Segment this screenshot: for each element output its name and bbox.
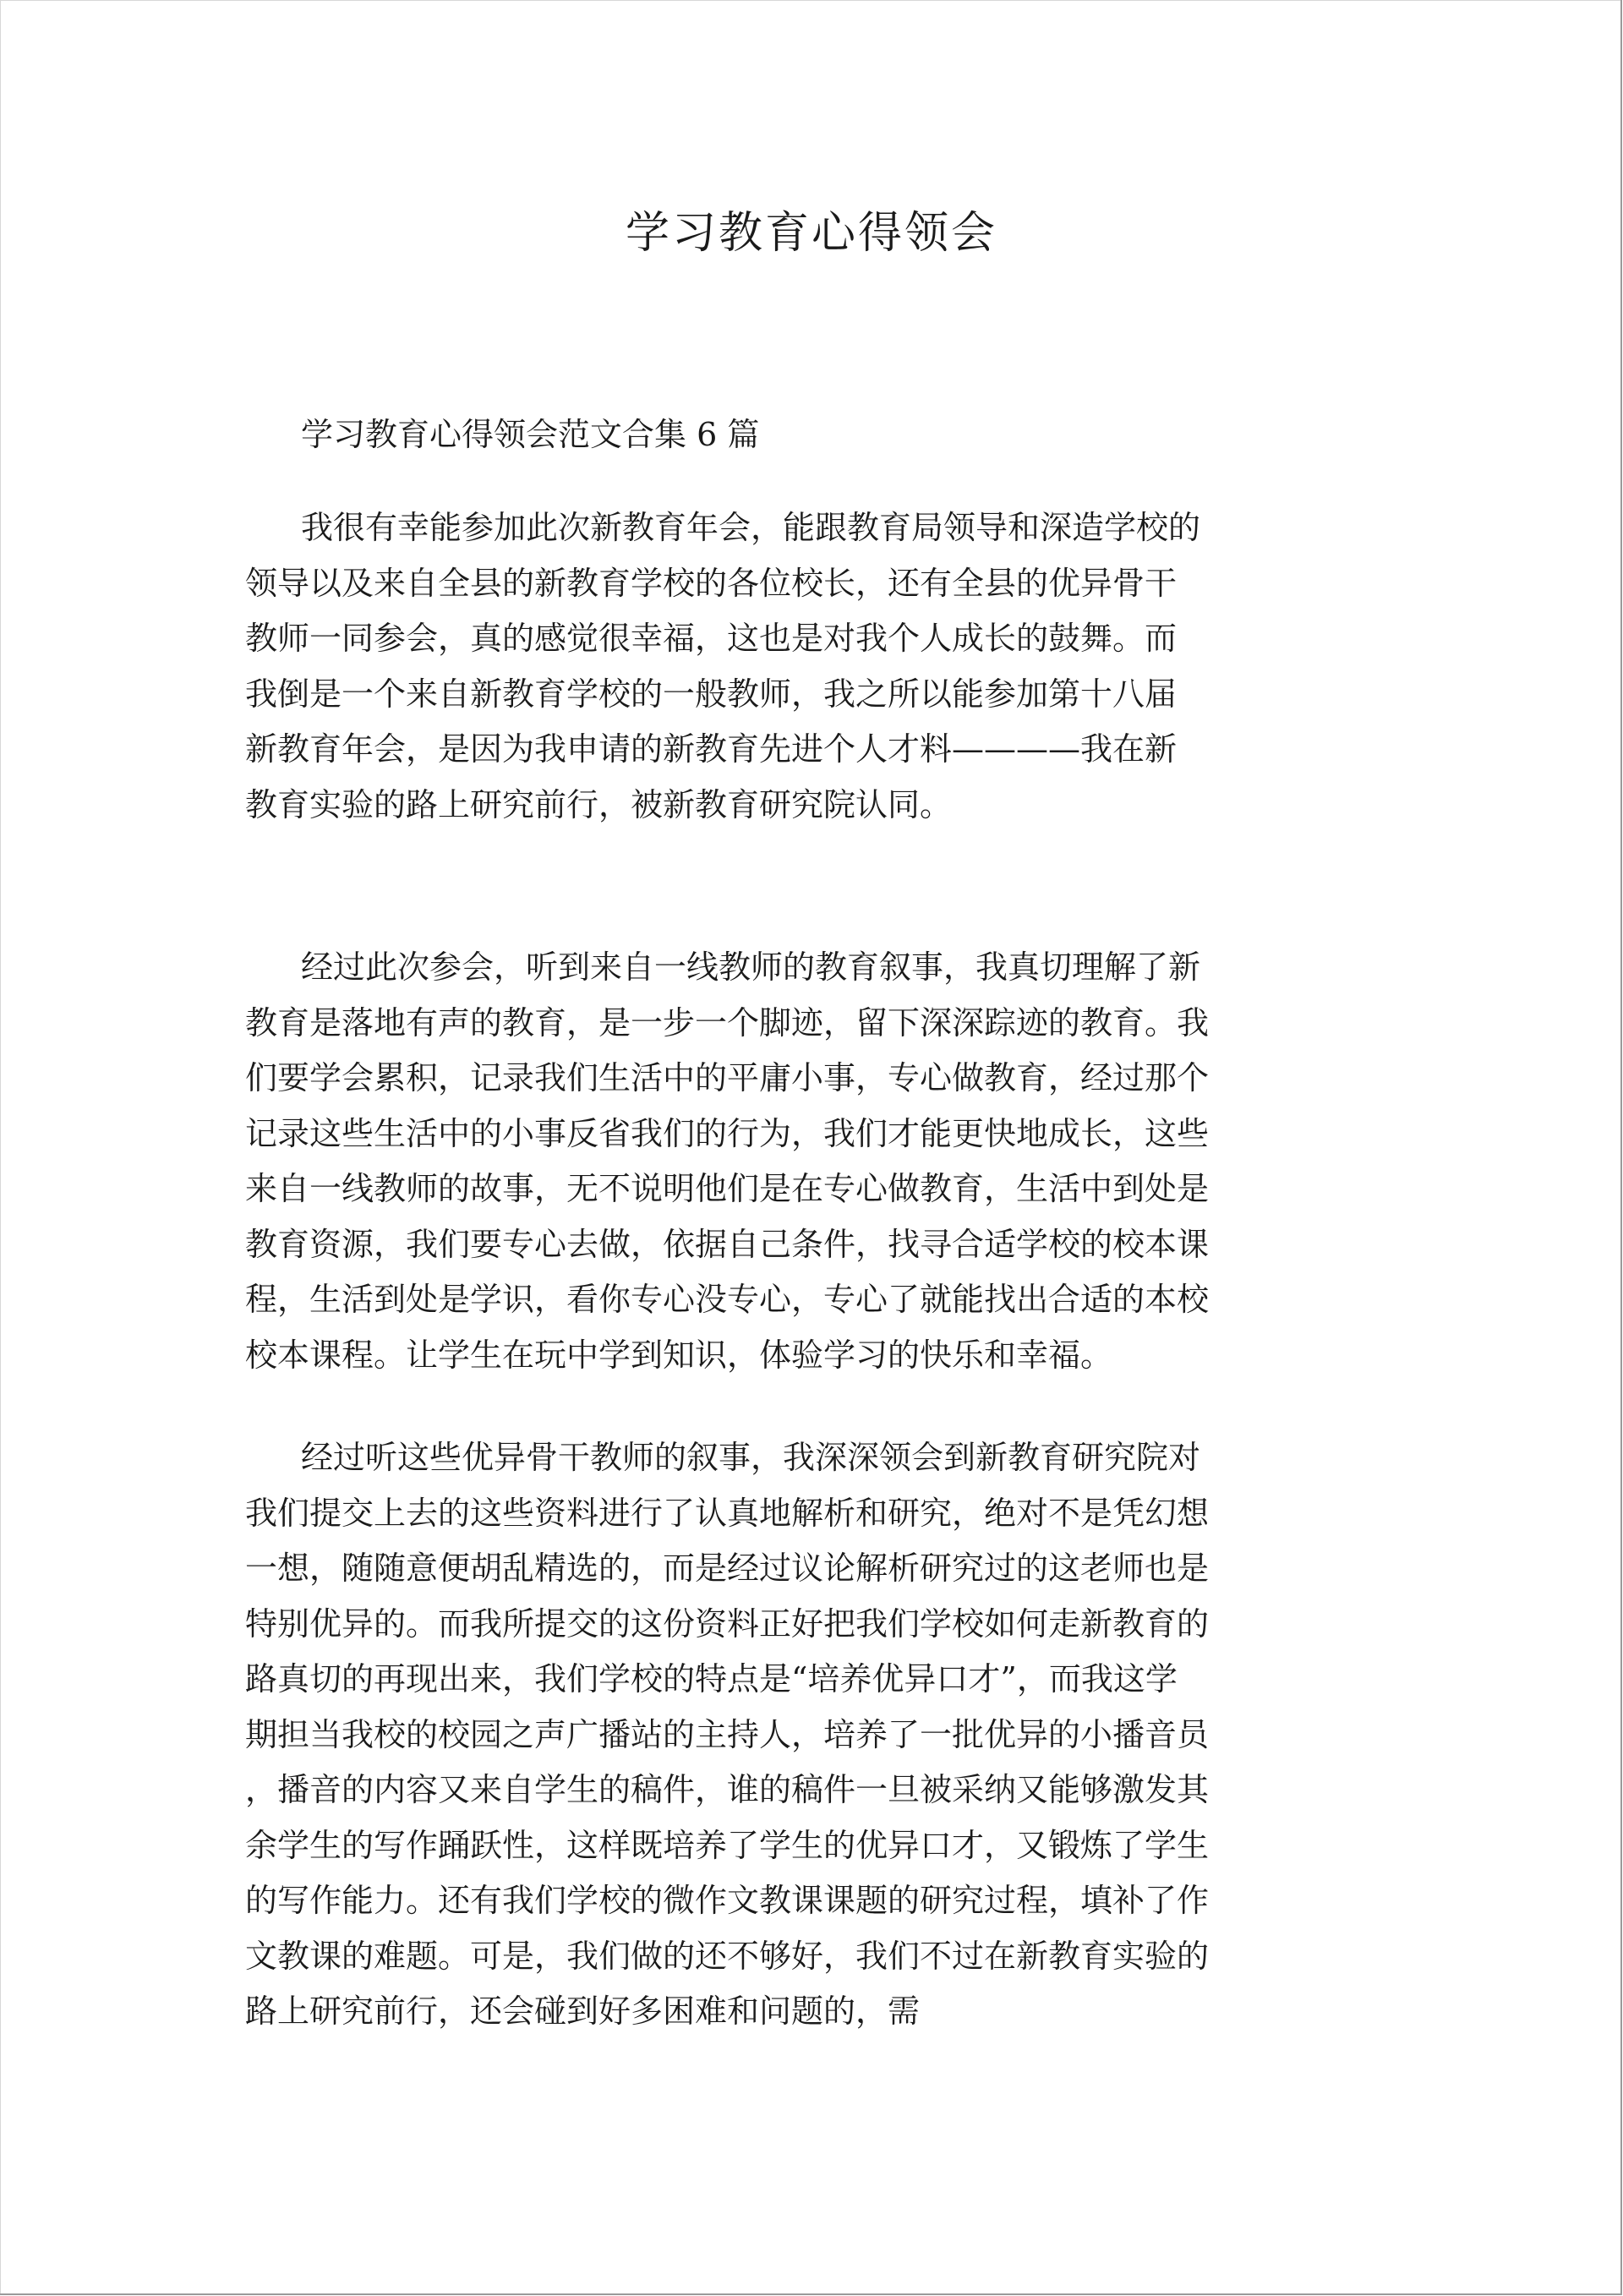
paragraph-line: 我们提交上去的这些资料进行了认真地解析和研究，绝对不是凭幻想 [245,1494,1210,1532]
page-border-left [0,0,1,2293]
paragraph-line: 新教育年会，是因为我申请的新教育先进个人才料————我在新 [245,730,1178,768]
paragraph-line: 们要学会累积，记录我们生活中的平庸小事，专心做教育，经过那个 [245,1059,1210,1096]
paragraph-1 [245,500,1344,833]
paragraph-line: 一想，随随意便胡乱精选的，而是经过议论解析研究过的这老师也是 [245,1550,1210,1587]
paragraph-3 [245,1430,1344,2040]
paragraph-line: 特别优异的。而我所提交的这份资料正好把我们学校如何走新教育的 [245,1604,1210,1643]
paragraph-line: 教育实验的路上研究前行，被新教育研究院认同。 [245,785,953,823]
paragraph-2 [245,940,1344,1383]
paragraph-line: 我倒是一个来自新教育学校的一般教师，我之所以能参加第十八届 [245,675,1178,713]
paragraph-line: 经过此次参会，听到来自一线教师的教育叙事，我真切理解了新 [301,948,1201,986]
paragraph-line: 程，生活到处是学识，看你专心没专心，专心了就能找出合适的本校 [245,1281,1210,1318]
paragraph-line: 校本课程。让学生在玩中学到知识，体验学习的快乐和幸福。 [245,1336,1113,1374]
paragraph-line: 教师一同参会，真的感觉很幸福，这也是对我个人成长的鼓舞。而 [245,620,1178,657]
page-border-top [0,0,1620,1]
paragraph-line: 记录这些生活中的小事反省我们的行为，我们才能更快地成长，这些 [245,1114,1210,1152]
paragraph-line: 我很有幸能参加此次新教育年会，能跟教育局领导和深造学校的 [301,509,1201,546]
paragraph-line: 经过听这些优异骨干教师的叙事，我深深领会到新教育研究院对 [301,1439,1201,1476]
document-title: 学习教育心得领会 [625,208,997,259]
document-subtitle: 学习教育心得领会范文合集 6 篇 [301,416,760,453]
paragraph-line: 路真切的再现出来，我们学校的特点是“培养优异口才”，而我这学 [245,1660,1178,1697]
paragraph-line: 来自一线教师的故事，无不说明他们是在专心做教育，生活中到处是 [245,1170,1210,1207]
paragraph-line: 教育是落地有声的教育，是一步一个脚迹，留下深深踪迹的教育。我 [245,1003,1210,1041]
paragraph-line: 教育资源，我们要专心去做，依据自己条件，找寻合适学校的校本课 [245,1225,1210,1263]
paragraph-line: 的写作能力。还有我们学校的微作文教课课题的研究过程，填补了作 [245,1882,1210,1919]
paragraph-line: 路上研究前行，还会碰到好多困难和问题的，需 [245,1993,921,2030]
paragraph-line: ，播音的内容又来自学生的稿件，谁的稿件一旦被采纳又能够激发其 [245,1771,1210,1808]
paragraph-line: 余学生的写作踊跃性，这样既培养了学生的优异口才，又锻炼了学生 [245,1826,1210,1864]
paragraph-line: 期担当我校的校园之声广播站的主持人，培养了一批优异的小播音员 [245,1715,1210,1753]
paragraph-line: 领导以及来自全县的新教育学校的各位校长，还有全县的优异骨干 [245,564,1178,602]
paragraph-line: 文教课的难题。可是，我们做的还不够好，我们不过在新教育实验的 [245,1937,1210,1975]
